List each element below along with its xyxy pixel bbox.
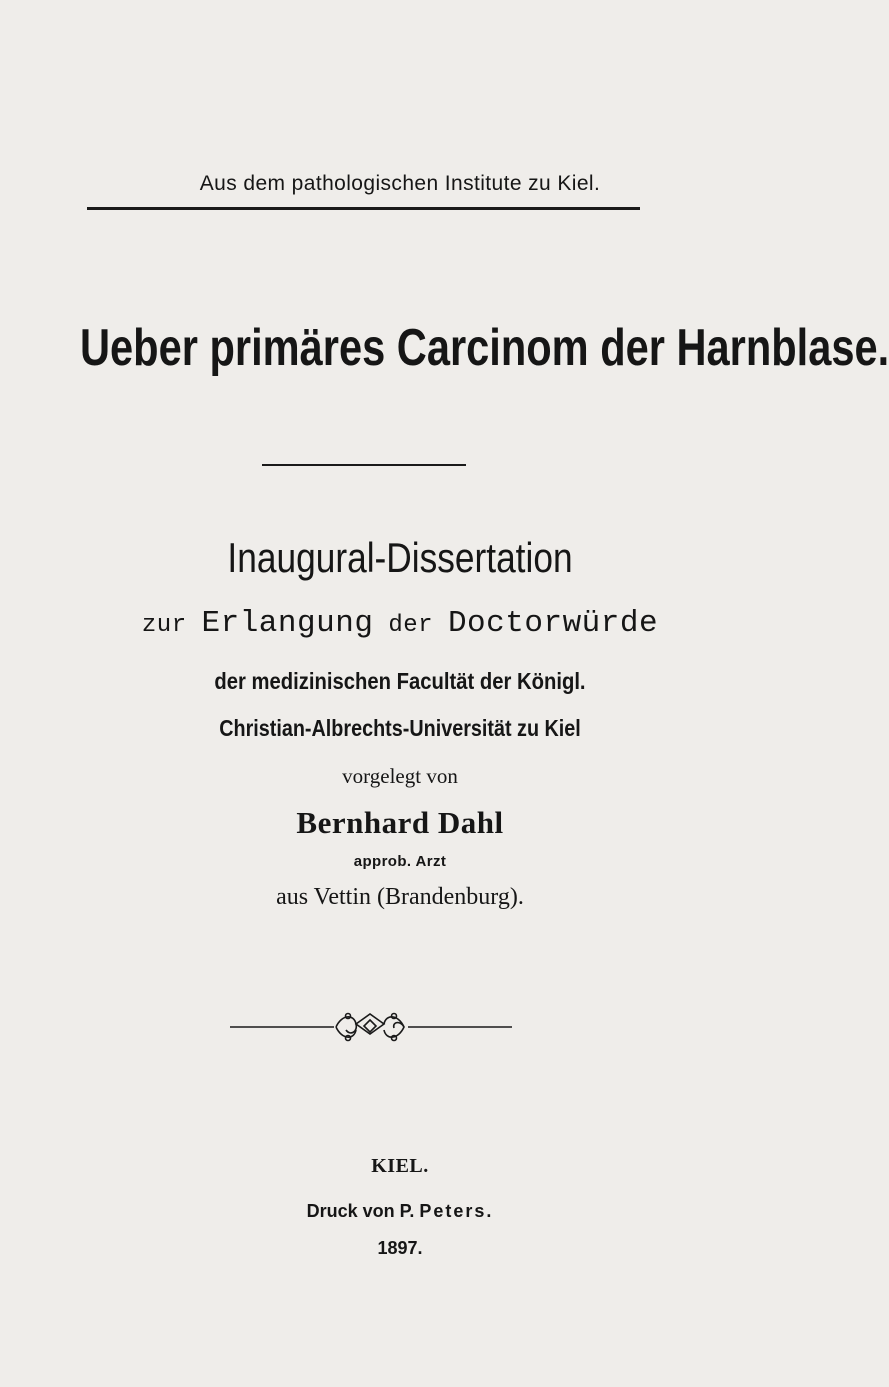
purpose-word-doctorwuerde: Doctorwürde [447, 606, 659, 641]
dissertation-title: Ueber primäres Carcinom der Harnblase. [80, 319, 889, 377]
institute-header: Aus dem pathologischen Institute zu Kiel. [199, 172, 601, 195]
imprint-printer [0, 1201, 800, 1222]
header-underline [87, 207, 640, 210]
dissertation-type: Inaugural-Dissertation [227, 534, 573, 581]
printer-name: Peters. [419, 1201, 494, 1221]
author-title: approb. Arzt [353, 853, 447, 870]
author-origin: aus Vettin (Brandenburg). [276, 884, 524, 910]
imprint-city: KIEL. [371, 1155, 429, 1177]
printers-ornament-icon [230, 1010, 512, 1044]
purpose-prefix: zur [141, 612, 202, 639]
title-divider [262, 464, 466, 466]
author-name: Bernhard Dahl [296, 805, 504, 840]
printer-prefix: Druck von P. [306, 1201, 420, 1221]
purpose-mid: der [373, 612, 448, 639]
imprint-year: 1897. [377, 1238, 423, 1258]
purpose-word-erlangung: Erlangung [201, 606, 374, 641]
presented-by: vorgelegt von [342, 764, 458, 788]
university-line: Christian-Albrechts-Universität zu Kiel [219, 715, 581, 741]
faculty-line: der medizinischen Facultät der Königl. [214, 668, 586, 694]
dissertation-purpose [0, 606, 800, 641]
